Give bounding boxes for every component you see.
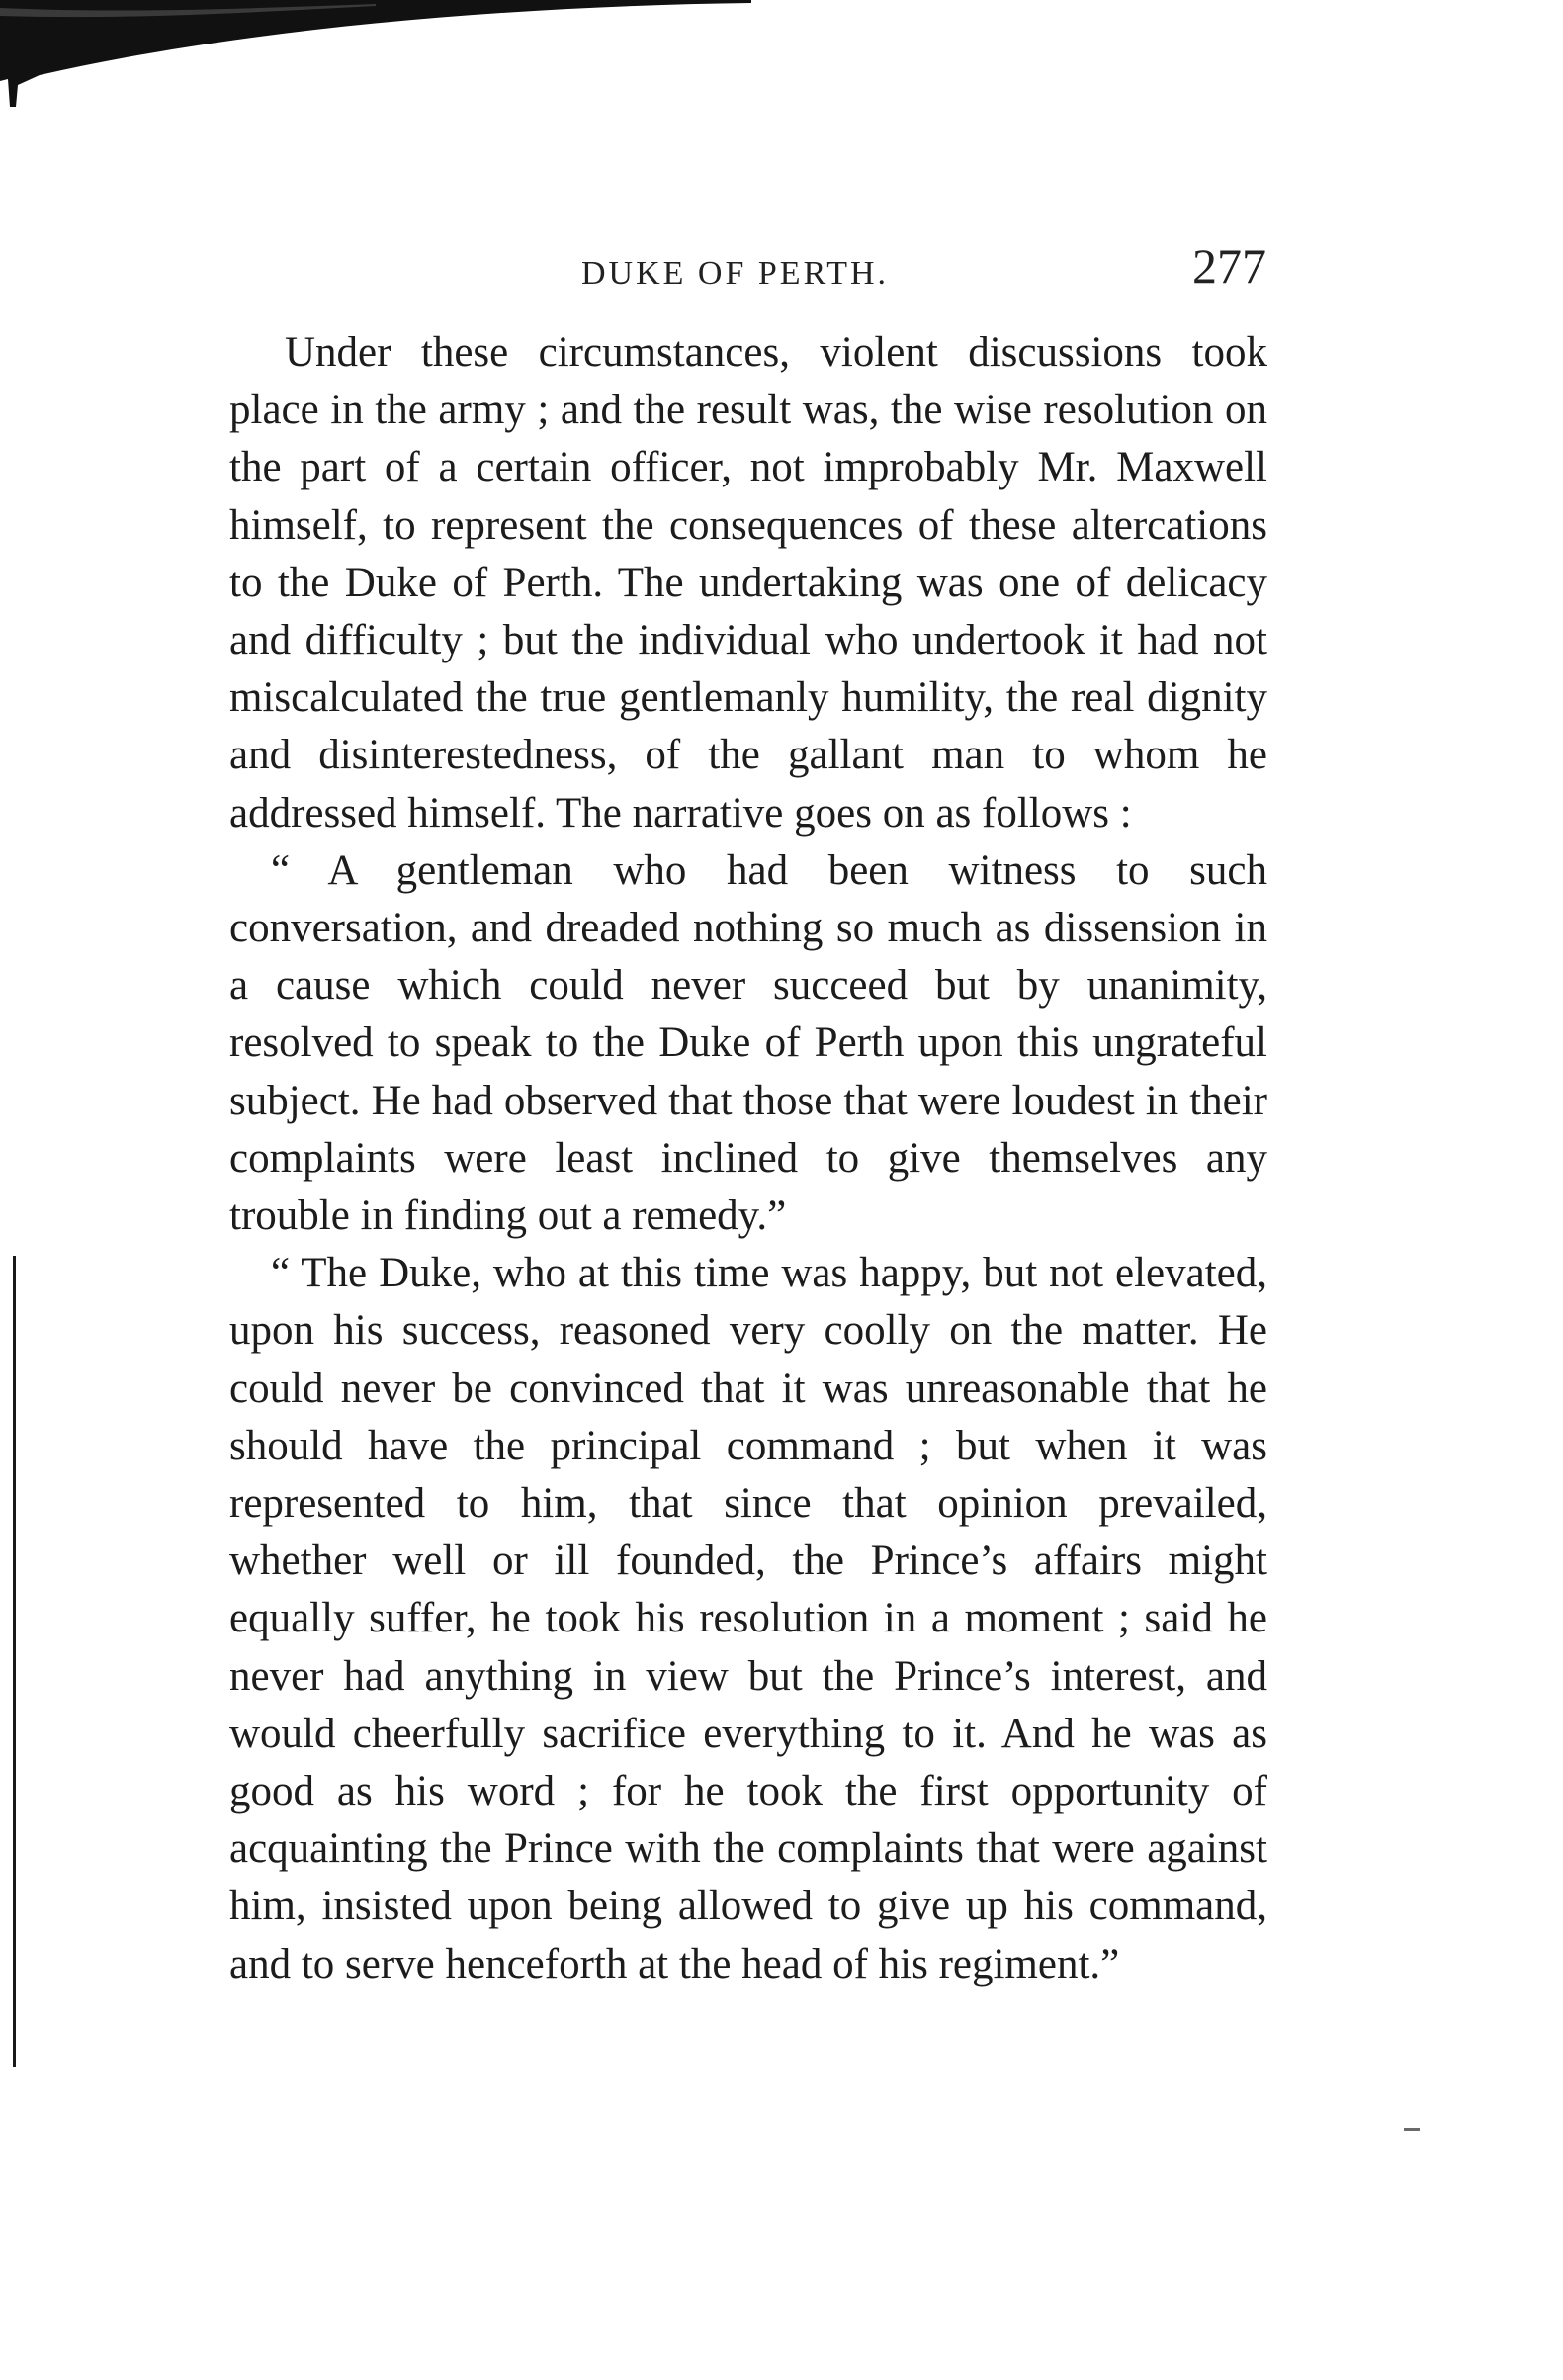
running-head — [229, 235, 1267, 314]
scan-speck — [1404, 2128, 1420, 2131]
page-number: 277 — [1192, 238, 1266, 294]
scan-margin-line — [13, 1256, 17, 2067]
paragraph-circumstances: Under these circumstances, violent discussions took place in the army ; and the result was, the wise resolution on the part of a certain officer, not improbably Mr. Maxwell himself, to represent the consequences of these altercations to the Duke of Perth. The undertaking was one of delicacy and difficulty ; but the individual who undertook it had not miscalculated the true gentlemanly humility, the real dignity and disinterestedness, of the gallant man to whom he addressed himself. The narrative goes on as follows : — [229, 329, 1267, 837]
book-page — [229, 235, 1267, 1993]
body-text — [229, 324, 1267, 1993]
paragraph-gentleman-quote: “ A gentleman who had been witness to such conversation, and dreaded nothing so much as dissension in a cause which could never succeed but by unanimity, resolved to speak to the Duke of Perth upon this ungrateful subject. He had observed that those that were loudest in their complaints were least inclined to give themselves any trouble in finding out a remedy.” — [229, 846, 1267, 1240]
paragraph-duke-quote: “ The Duke, who at this time was happy, but not elevated, upon his success, reasoned very coolly on the matter. He could never be convinced that it was unreasonable that he should have the principal command ; but when it was represented to him, that since that opinion prevailed, whether well or ill founded, the Prince’s affairs might equally suffer, he took his resolution in a moment ; said he never had anything in view but the Prince’s interest, and would cheerfully sacrifice everything to it. And he was as good as his word ; for he took the first opportunity of acquainting the Prince with the complaints that were against him, insisted upon being allowed to give up his command, and to serve henceforth at the head of his regiment.” — [229, 1250, 1267, 1987]
running-title: DUKE OF PERTH. — [581, 255, 890, 292]
scan-edge-shadow — [0, 0, 751, 109]
